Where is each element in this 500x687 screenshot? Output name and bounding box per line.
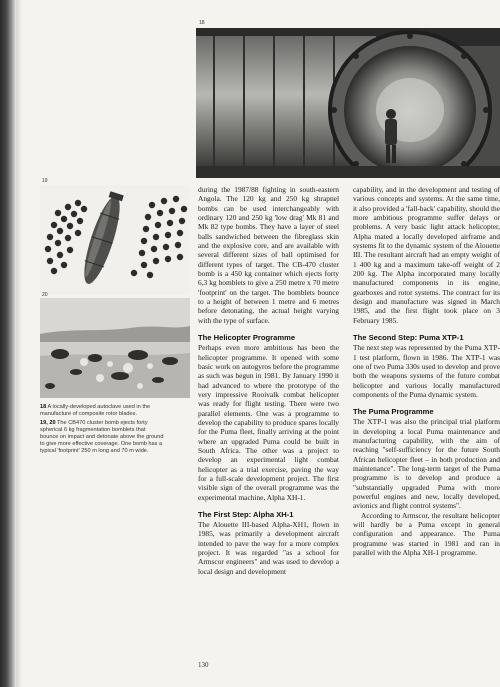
heading-alpha-xh1: The First Step: Alpha XH-1 <box>198 510 294 519</box>
heading-helicopter-programme: The Helicopter Programme <box>198 333 296 343</box>
landscape-photo <box>40 298 190 398</box>
page-number: 130 <box>198 661 209 669</box>
heading-puma-programme: The Puma Programme <box>353 407 434 417</box>
figure-number-20: 20 <box>42 292 48 298</box>
caption-18 <box>40 404 164 418</box>
figure-caption <box>40 404 164 457</box>
page-gutter <box>16 0 22 687</box>
caption-18-text: A locally-developed autoclave used in the manufacture of composite rotor blades. <box>40 404 151 417</box>
caption-19-20 <box>40 420 164 455</box>
col2-paragraph-3: The XTP-1 was also the principal trial platform in developing a local Puma maintenance and manufacturing capability, with the aim of reaching "self-sufficiency for the future South African helicopter fleet – in both production and maintenance". The long-term target of the Puma programme is to develop and produce a "substantially upgraded Puma with more powerful engines and new, locally developed, avionics and flight control systems". <box>353 417 500 511</box>
col2-paragraph-1: capability, and in the development and testing of various concepts and systems. At the same time, it also provided a 'fall-back' capability, should the more ambitious programme suffer delays or problems. A very basic light attack helicopter, Alpha mated a locally developed airframe and systems fit to the dynamic system of the Alouette III. The resultant aircraft had an empty weight of 1 400 kg and a maximum take-off weight of 2 200 kg. The Alpha incorporated many locally manufactured components in its engine, gearboxes and rotor systems. The contract for its design and manufacture was signed in March 1985, and the first flight took place on 3 February 1985. <box>353 185 500 325</box>
col1-paragraph-3: The Alouette III-based Alpha-XH1, flown in 1985, was primarily a development aircraft intended to pave the way for a more complex project. It was regarded "as a school for Armscor engineers" and was used to develop a local design and development <box>198 520 339 576</box>
landscape-illustration <box>40 298 190 398</box>
bomblets-photo <box>40 185 190 295</box>
col1-paragraph-2: Perhaps even more ambitious has been the helicopter programme. It opened with some basic work on autogyros before the programme as such was begun in 1981. By January 1990 it had advanced to where the prototype of the very impressive Rooivalk combat helicopter was ready for flight testing. There were two parallel elements. One was a programme to develop the capability to produce spares locally for the Puma fleet, finally arriving at the point where an upgraded Puma could be built in South Africa. The other was a project to develop an experimental light combat helicopter as a trial exercise, paving the way for a full-scale development project. The first visible sign of the overall programme was the experimental machine, Alpha XH-1. <box>198 343 339 502</box>
col2-paragraph-4: According to Armscor, the resultant helicopter will hardly be a Puma except in general configuration and appearance. The Puma programme was started in 1981 and ran in parallel with the Alpha XH-1 programme. <box>353 510 500 558</box>
caption-19-text: The CB470 cluster bomb ejects forty spherical 6 kg fragmentation bomblets that bounce on impact and detonate above the ground to give more effective coverage. One bomb has a typical 'footprint' 250 m long and 70 m wide. <box>40 420 164 454</box>
caption-18-number: 18 <box>40 404 47 410</box>
figure-number-18: 18 <box>199 20 205 26</box>
col1-paragraph-1: during the 1987/88 fighting in south-eastern Angola. The 120 kg and 250 kg shrapnel bombs can be used interchangeably with ordinary 120 and 250 kg 'low drag' Mk 81 and Mk 82 type bombs. They have a layer of steel balls sandwiched between the fibreglass skin and the explosive core, and are available with several different sizes of ball optimised for different types of target. The CB-470 cluster bomb is a 450 kg container which ejects forty 6,3 kg bomblets to give a 250 metre x 70 metre 'footprint' on the target. The bomblets bounce to a height of between 1 metre and 6 metres before detonating, the actual height varying with the type of surface. <box>198 185 339 325</box>
autoclave-illustration <box>196 28 500 178</box>
autoclave-photo <box>196 28 500 178</box>
caption-19-number: 19, 20 <box>40 420 56 426</box>
book-spine-shadow <box>0 0 16 687</box>
heading-puma-xtp1: The Second Step: Puma XTP-1 <box>353 333 464 343</box>
col2-paragraph-2: The next step was represented by the Puma XTP-1 test platform, flown in 1986. The XTP-1 was one of two Puma 330s used to develop and prove both the weapons systems of the future combat helicopter and various locally manufactured components of the Puma dynamic system. <box>353 343 500 399</box>
text-column-1 <box>198 185 339 576</box>
figure-number-19: 19 <box>42 178 48 184</box>
bomblets-illustration <box>40 185 190 295</box>
text-column-2 <box>353 185 500 557</box>
